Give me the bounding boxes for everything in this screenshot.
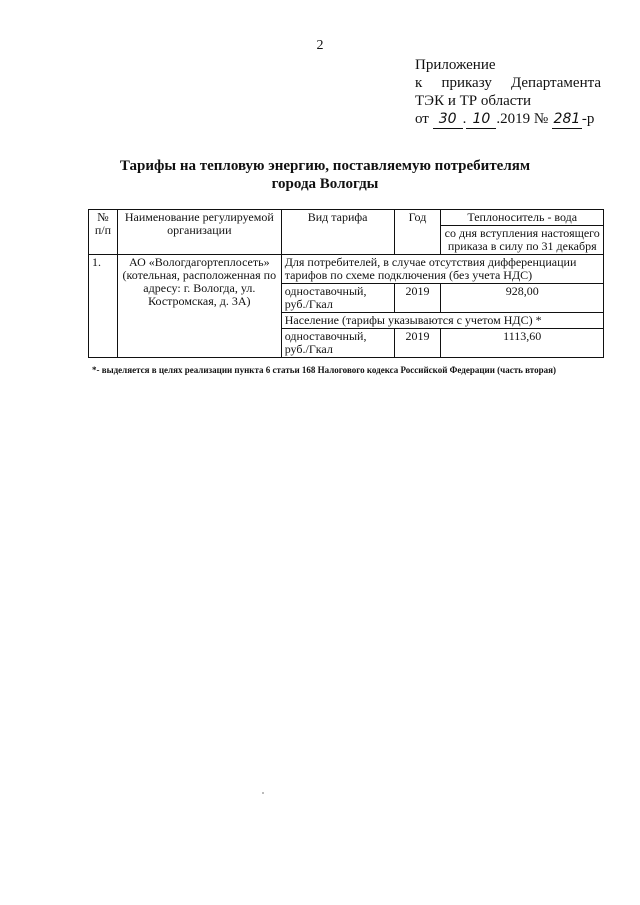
- order-number: 281: [553, 111, 581, 127]
- appendix-header: [415, 56, 615, 129]
- footnote: *- выделяется в целях реализации пункта 6 статьи 168 Налогового кодекса Российской Федерации (часть вторая): [92, 365, 556, 375]
- order-suffix: -р: [581, 111, 595, 127]
- date-prefix: от: [415, 111, 429, 127]
- appendix-line-1: Приложение: [415, 57, 496, 73]
- page-number: 2: [316, 38, 324, 53]
- header-period: со дня вступления настоящего приказа в силу по 31 декабря: [441, 226, 604, 255]
- year-cell: 2019: [394, 329, 441, 358]
- date-separator: .: [462, 111, 467, 127]
- tariff-value-cell: 1113,60: [441, 329, 604, 358]
- header-number: № п/п: [89, 210, 118, 255]
- table-row: [89, 255, 604, 284]
- tariff-type-cell: одноставочный, руб./Гкал: [281, 284, 394, 313]
- title-line-2: города Вологды: [271, 176, 379, 192]
- header-heat-carrier: Теплоноситель - вода: [441, 210, 604, 226]
- year-cell: 2019: [394, 284, 441, 313]
- appendix-word-department: Департамента: [510, 75, 601, 91]
- appendix-line-3: ТЭК и ТР области: [415, 93, 531, 109]
- table-header-row: [89, 210, 604, 226]
- header-year: Год: [394, 210, 441, 255]
- tariff-table: [88, 209, 604, 358]
- document-title: [80, 157, 570, 193]
- date-day: 30: [433, 110, 463, 129]
- consumer-group-label: Для потребителей, в случае отсутствия дифференциации тарифов по схеме подключения (без учета НДС): [281, 255, 603, 284]
- appendix-line-2: [415, 74, 601, 92]
- header-tariff-type: Вид тарифа: [281, 210, 394, 255]
- population-group-label: Население (тарифы указываются с учетом НДС) *: [281, 313, 603, 329]
- organization-cell: [117, 255, 281, 358]
- row-number: 1.: [89, 255, 118, 358]
- header-organization: Наименование регулируемой организации: [117, 210, 281, 255]
- appendix-word-k: к: [415, 75, 423, 91]
- date-year: .2019 №: [496, 111, 549, 127]
- organization-name: АО «Вологдагортеплосеть»: [129, 255, 270, 269]
- appendix-date-line: [415, 110, 615, 129]
- appendix-word-order: приказу: [441, 75, 492, 91]
- tariff-value-cell: 928,00: [441, 284, 604, 313]
- scan-artifact: [262, 792, 264, 794]
- title-line-1: Тарифы на тепловую энергию, поставляемую потребителям: [119, 158, 531, 174]
- date-month: 10: [466, 110, 496, 129]
- tariff-type-cell: одноставочный, руб./Гкал: [281, 329, 394, 358]
- organization-details: (котельная, расположенная по адресу: г. Вологда, ул. Костромская, д. 3А): [122, 268, 277, 308]
